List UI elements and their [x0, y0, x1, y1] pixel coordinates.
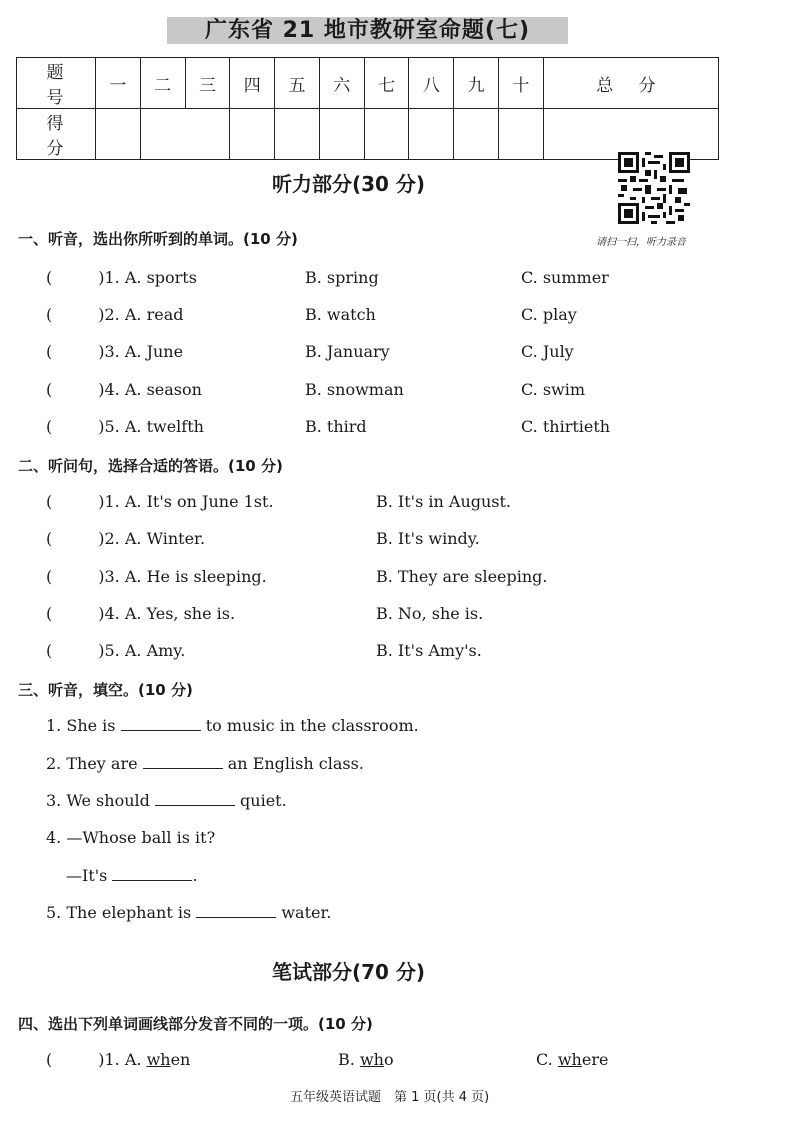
item-number: )1. A. [98, 1050, 142, 1069]
option-a: )3. A. He is sleeping. [98, 567, 267, 586]
score-col-9: 九 [454, 58, 499, 109]
part2-item-1 [46, 492, 274, 511]
option-b: B. No, she is. [376, 604, 484, 623]
option-c: C. play [521, 305, 577, 324]
answer-paren: ( [46, 268, 53, 287]
score-col-1: 一 [96, 58, 141, 109]
score-row-label-score: 得 分 [17, 109, 96, 160]
option-a: )2. A. read [98, 305, 184, 324]
part2-heading: 二、听问句，选择合适的答语。(10 分) [18, 457, 283, 475]
answer-paren: ( [46, 529, 53, 548]
underlined-part: wh [557, 1050, 582, 1069]
qr-code-icon [618, 152, 690, 224]
item-text: an English class. [227, 754, 364, 773]
part3-item-5 [46, 903, 331, 922]
score-cell [364, 109, 409, 160]
score-col-5: 五 [275, 58, 320, 109]
part1-heading: 一、听音，选出你所听到的单词。(10 分) [18, 230, 298, 248]
item-text: quiet. [240, 791, 287, 810]
answer-paren: ( [46, 1050, 53, 1069]
score-col-2: 二 [140, 58, 185, 109]
option-a: )2. A. Winter. [98, 529, 206, 548]
score-col-7: 七 [364, 58, 409, 109]
option-b: B. spring [305, 268, 379, 287]
underlined-part: wh [359, 1050, 384, 1069]
option-b: B. It's in August. [376, 492, 512, 511]
option-b: B. third [305, 417, 367, 436]
part4-item-1 [46, 1050, 190, 1069]
option-label: C. [536, 1050, 553, 1069]
item-text: 4. —Whose ball is it? [46, 828, 216, 847]
word-rest: en [170, 1050, 191, 1069]
underlined-part: wh [146, 1050, 171, 1069]
score-table-header-row [17, 58, 719, 109]
score-row-label-question: 题 号 [17, 58, 96, 109]
option-b: B. snowman [305, 380, 404, 399]
score-cell [230, 109, 275, 160]
answer-paren: ( [46, 342, 53, 361]
answer-paren: ( [46, 567, 53, 586]
option-b: B. It's windy. [376, 529, 480, 548]
word-rest: o [383, 1050, 394, 1069]
option-a: )3. A. June [98, 342, 184, 361]
score-col-4: 四 [230, 58, 275, 109]
score-table-score-row [17, 109, 719, 160]
part1-item-4 [46, 380, 202, 399]
item-text: water. [281, 903, 332, 922]
part1-item-3 [46, 342, 183, 361]
score-cell [454, 109, 499, 160]
option-a: )4. A. Yes, she is. [98, 604, 236, 623]
fill-blank[interactable] [121, 716, 201, 731]
option-a: )4. A. season [98, 380, 202, 399]
part1-item-2 [46, 305, 183, 324]
option-a: )1. A. It's on June 1st. [98, 492, 274, 511]
option-b [338, 1050, 394, 1069]
option-c [536, 1050, 608, 1069]
fill-blank[interactable] [143, 754, 223, 769]
item-text: 1. She is [46, 716, 116, 735]
part4-heading: 四、选出下列单词画线部分发音不同的一项。(10 分) [18, 1015, 373, 1033]
score-cell [96, 109, 141, 160]
answer-paren: ( [46, 305, 53, 324]
score-cell [275, 109, 320, 160]
answer-paren: ( [46, 417, 53, 436]
score-cell [499, 109, 544, 160]
exam-title: 广东省 21 地市教研室命题(七) [167, 17, 568, 44]
item-text: 2. They are [46, 754, 138, 773]
part3-heading: 三、听音，填空。(10 分) [18, 681, 193, 699]
answer-paren: ( [46, 641, 53, 660]
page-footer: 五年级英语试题 第 1 页(共 4 页) [290, 1090, 490, 1105]
score-cell [409, 109, 454, 160]
score-col-8: 八 [409, 58, 454, 109]
answer-paren: ( [46, 492, 53, 511]
option-c: C. July [521, 342, 574, 361]
fill-blank[interactable] [112, 866, 192, 881]
word-rest: ere [581, 1050, 609, 1069]
score-col-3: 三 [185, 58, 230, 109]
option-b: B. January [305, 342, 390, 361]
part2-item-5 [46, 641, 185, 660]
item-text: 3. We should [46, 791, 150, 810]
item-text: to music in the classroom. [205, 716, 419, 735]
part3-item-1 [46, 716, 419, 735]
option-a: )5. A. twelfth [98, 417, 204, 436]
answer-paren: ( [46, 380, 53, 399]
score-cell [140, 109, 230, 160]
option-a: )1. A. sports [98, 268, 197, 287]
score-col-6: 六 [319, 58, 364, 109]
part2-item-4 [46, 604, 235, 623]
qr-caption: 请扫一扫，听力录音 [596, 237, 686, 248]
part3-item-4-answer [66, 866, 198, 885]
score-table [16, 57, 719, 160]
part3-item-2 [46, 754, 364, 773]
listening-heading: 听力部分(30 分) [272, 172, 426, 196]
option-label: B. [338, 1050, 355, 1069]
item-text: —It's [66, 866, 108, 885]
score-col-total: 总 分 [543, 58, 718, 109]
part2-item-3 [46, 567, 267, 586]
option-c: C. swim [521, 380, 586, 399]
answer-paren: ( [46, 604, 53, 623]
item-text: . [192, 866, 198, 885]
part1-item-1 [46, 268, 197, 287]
option-c: C. summer [521, 268, 609, 287]
option-b: B. watch [305, 305, 376, 324]
option-c: C. thirtieth [521, 417, 611, 436]
fill-blank[interactable] [196, 903, 276, 918]
score-col-10: 十 [499, 58, 544, 109]
fill-blank[interactable] [155, 791, 235, 806]
option-a: )5. A. Amy. [98, 641, 186, 660]
written-heading: 笔试部分(70 分) [272, 960, 426, 984]
option-b: B. They are sleeping. [376, 567, 548, 586]
item-text: 5. The elephant is [46, 903, 192, 922]
part2-item-2 [46, 529, 205, 548]
option-b: B. It's Amy's. [376, 641, 482, 660]
part3-item-3 [46, 791, 287, 810]
part3-item-4 [46, 828, 215, 847]
score-cell [319, 109, 364, 160]
part1-item-5 [46, 417, 204, 436]
